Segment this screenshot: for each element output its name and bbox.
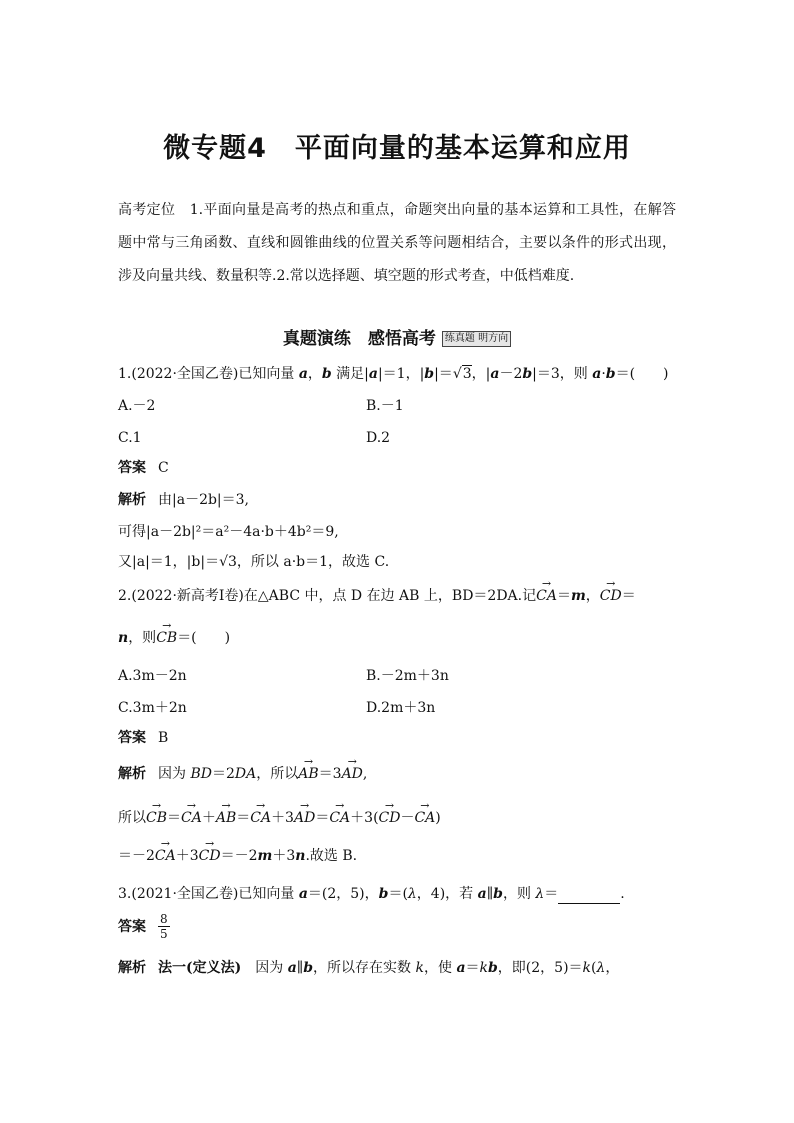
q3-answer-blank bbox=[558, 889, 620, 904]
q3-source: 3.(2021·全国乙卷)已知向量 bbox=[118, 886, 295, 902]
section-heading-text: 真题演练 感悟高考 bbox=[282, 329, 436, 349]
q1-stem: 1.(2022·全国乙卷)已知向量 a，b 满足|a|＝1，|b|＝√3，|a－2b|＝3，则 a·b＝( ) bbox=[118, 366, 669, 382]
solution-label: 解析 bbox=[118, 766, 146, 782]
intro-text: 1.平面向量是高考的热点和重点，命题突出向量的基本运算和工具性，在解答题中常与三角函数、直线和圆锥曲线的位置关系等问题相结合，主要以条件的形式出现，涉及向量共线、数量积等.2.常以选择题、填空题的形式考查，中低档难度. bbox=[118, 202, 677, 284]
solution-label: 解析 bbox=[118, 960, 146, 976]
q1-solution-2: 可得|a－2b|²＝a²－4a·b＋4b²＝9, bbox=[118, 524, 339, 540]
q1-solution-3: 又|a|＝1，|b|＝√3，所以 a·b＝1，故选 C. bbox=[118, 554, 390, 570]
answer-label: 答案 bbox=[118, 730, 146, 746]
q2-stem-1: 2.(2022·新高考Ⅰ卷)在△ABC 中，点 D 在边 AB 上，BD＝2DA.记→ CA＝m，→ CD＝ bbox=[118, 586, 636, 606]
q1-option-d: D.2 bbox=[366, 430, 391, 446]
q2-stem-2: n，则→ CB＝( ) bbox=[118, 628, 230, 648]
q1-solution-1 bbox=[118, 490, 249, 510]
q2-option-a: A.3m－2n bbox=[118, 668, 187, 684]
answer-label: 答案 bbox=[118, 460, 146, 476]
q1-source: 1.(2022·全国乙卷)已知向量 bbox=[118, 366, 295, 382]
q3-method: 法一(定义法) bbox=[158, 960, 242, 976]
q1-answer bbox=[118, 458, 169, 478]
q2-answer-value: B bbox=[158, 730, 169, 746]
section-badge: 练真题 明方向 bbox=[442, 331, 511, 347]
q2-option-d: D.2m＋3n bbox=[366, 700, 436, 716]
q2-option-b: B.－2m＋3n bbox=[366, 668, 449, 684]
q1-option-c: C.1 bbox=[118, 430, 142, 446]
q1-option-b: B.－1 bbox=[366, 398, 404, 414]
intro-label: 高考定位 bbox=[118, 202, 176, 218]
q2-source: 2.(2022·新高考Ⅰ卷)在△ABC 中，点 D 在边 AB 上，BD＝2DA.记 bbox=[118, 588, 537, 604]
q2-solution-2: 所以→ CB＝→ CA＋→ AB＝→ CA＋3→ AD＝→ CA＋3(→ CD－→ CA) bbox=[118, 808, 441, 828]
q2-solution-3: ＝－2→ CA＋3→ CD＝－2m＋3n.故选 B. bbox=[118, 846, 357, 866]
q1-option-a: A.－2 bbox=[118, 398, 156, 414]
q2-answer bbox=[118, 728, 168, 748]
q2-solution-1: 解析 因为 BD＝2DA，所以→ AB＝3→ AD, bbox=[118, 764, 367, 784]
q2-option-c: C.3m＋2n bbox=[118, 700, 187, 716]
page-title: 微专题4 平面向量的基本运算和应用 bbox=[163, 133, 631, 164]
solution-label: 解析 bbox=[118, 492, 146, 508]
section-heading bbox=[0, 324, 794, 349]
q3-stem: 3.(2021·全国乙卷)已知向量 a＝(2，5)，b＝(λ，4)，若 a∥b，则 λ＝ . bbox=[118, 886, 625, 902]
intro-paragraph bbox=[118, 194, 676, 293]
q1-answer-value: C bbox=[158, 460, 169, 476]
q3-solution-1: 解析 法一(定义法) 因为 a∥b，所以存在实数 k，使 a＝kb，即(2，5)＝k(λ， bbox=[118, 960, 620, 976]
q3-answer bbox=[118, 912, 170, 941]
q3-answer-fraction: $\frac{8}{5}$ bbox=[160, 912, 168, 941]
q1-solution-text-1: 由|a－2b|＝3, bbox=[158, 492, 250, 508]
answer-label: 答案 bbox=[118, 918, 146, 935]
